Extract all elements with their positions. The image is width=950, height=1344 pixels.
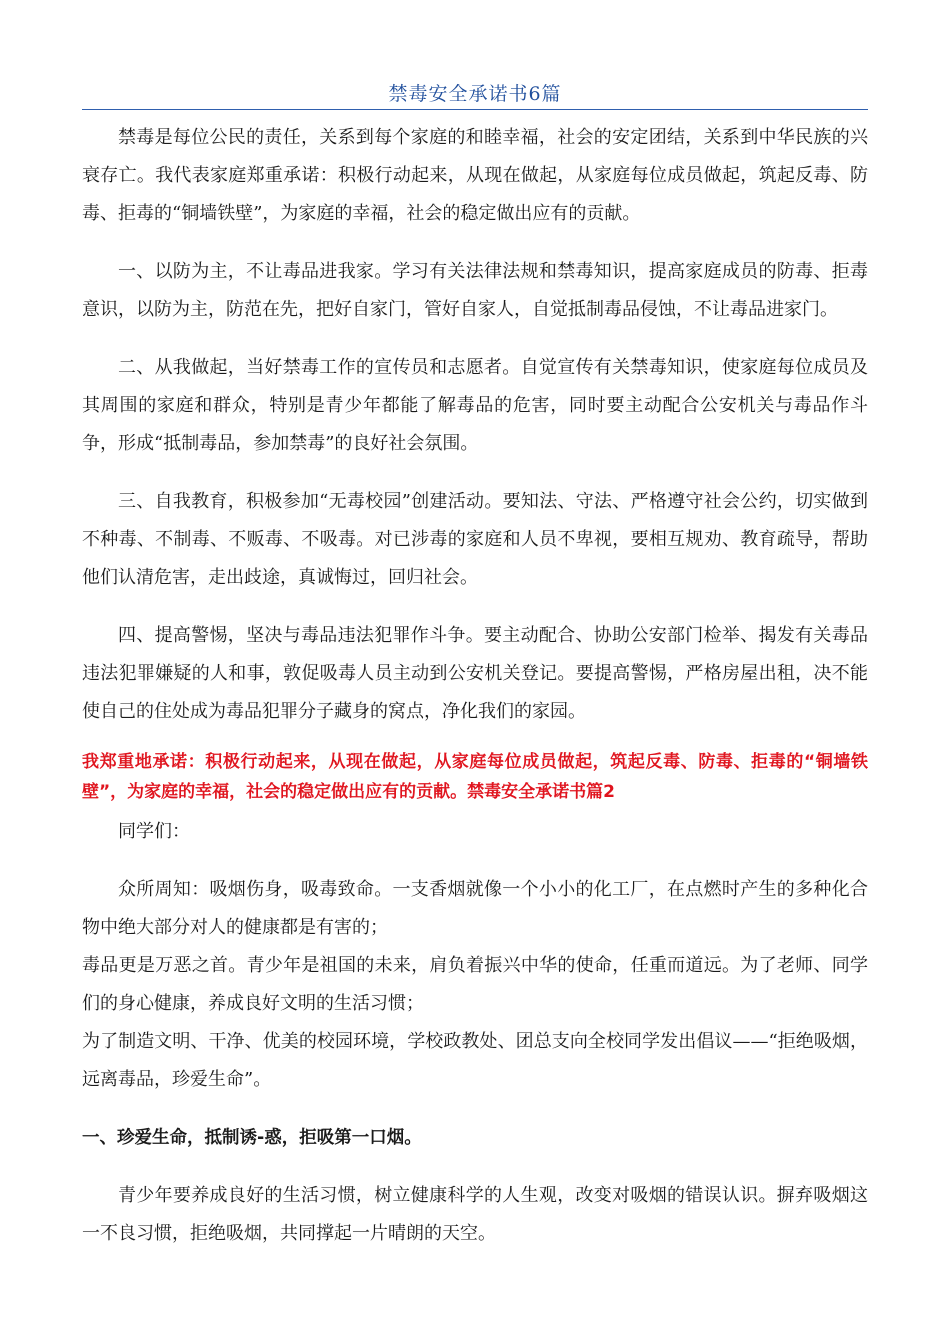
- paragraph-call-to-action: 为了制造文明、干净、优美的校园环境，学校政教处、团总支向全校同学发出倡议——“拒绝吸烟，远离毒品，珍爱生命”。: [82, 1031, 868, 1090]
- paragraph-point-3: 三、自我教育，积极参加“无毒校园”创建活动。要知法、守法、严格遵守社会公约，切实做到不种毒、不制毒、不贩毒、不吸毒。对已涉毒的家庭和人员不卑视，要相互规劝、教育疏导，帮助他们认清危害，走出歧途，真诚悔过，回归社会。: [82, 491, 868, 588]
- highlighted-pledge: 我郑重地承诺：积极行动起来，从现在做起，从家庭每位成员做起，筑起反毒、防毒、拒毒的“铜墙铁壁”，为家庭的幸福，社会的稳定做出应有的贡献。禁毒安全承诺书篇2: [82, 752, 868, 802]
- document-body: [82, 119, 868, 1253]
- paragraph-intro: 禁毒是每位公民的责任，关系到每个家庭的和睦幸福，社会的安定团结，关系到中华民族的兴衰存亡。我代表家庭郑重承诺：积极行动起来，从现在做起，从家庭每位成员做起，筑起反毒、防毒、拒毒的“铜墙铁壁”，为家庭的幸福，社会的稳定做出应有的贡献。: [82, 127, 868, 224]
- header-divider: [82, 109, 868, 110]
- paragraph-point-2: 二、从我做起，当好禁毒工作的宣传员和志愿者。自觉宣传有关禁毒知识，使家庭每位成员及其周围的家庭和群众，特别是青少年都能了解毒品的危害，同时要主动配合公安机关与毒品作斗争，形成“抵制毒品，参加禁毒”的良好社会氛围。: [82, 357, 868, 454]
- section-heading-1: 一、珍爱生命，抵制诱-惑，拒吸第一口烟。: [82, 1128, 422, 1148]
- paragraph-point-4: 四、提高警惕，坚决与毒品违法犯罪作斗争。要主动配合、协助公安部门检举、揭发有关毒品违法犯罪嫌疑的人和事，敦促吸毒人员主动到公安机关登记。要提高警惕，严格房屋出租，决不能使自己的住处成为毒品犯罪分子藏身的窝点，净化我们的家园。: [82, 625, 868, 722]
- paragraph-point-1: 一、以防为主，不让毒品进我家。学习有关法律法规和禁毒知识，提高家庭成员的防毒、拒毒意识，以防为主，防范在先，把好自家门，管好自家人，自觉抵制毒品侵蚀，不让毒品进家门。: [82, 261, 868, 320]
- paragraph-drugs: 毒品更是万恶之首。青少年是祖国的未来，肩负着振兴中华的使命，任重而道远。为了老师、同学们的身心健康，养成良好文明的生活习惯；: [82, 955, 868, 1014]
- paragraph-section-1: 青少年要养成良好的生活习惯，树立健康科学的人生观，改变对吸烟的错误认识。摒弃吸烟这一不良习惯，拒绝吸烟，共同撑起一片晴朗的天空。: [82, 1185, 868, 1244]
- document-header-title: 禁毒安全承诺书6篇: [388, 83, 562, 105]
- paragraph-smoking-intro: 众所周知：吸烟伤身，吸毒致命。一支香烟就像一个小小的化工厂，在点燃时产生的多种化合物中绝大部分对人的健康都是有害的；: [82, 879, 868, 938]
- salutation: 同学们：: [118, 821, 190, 842]
